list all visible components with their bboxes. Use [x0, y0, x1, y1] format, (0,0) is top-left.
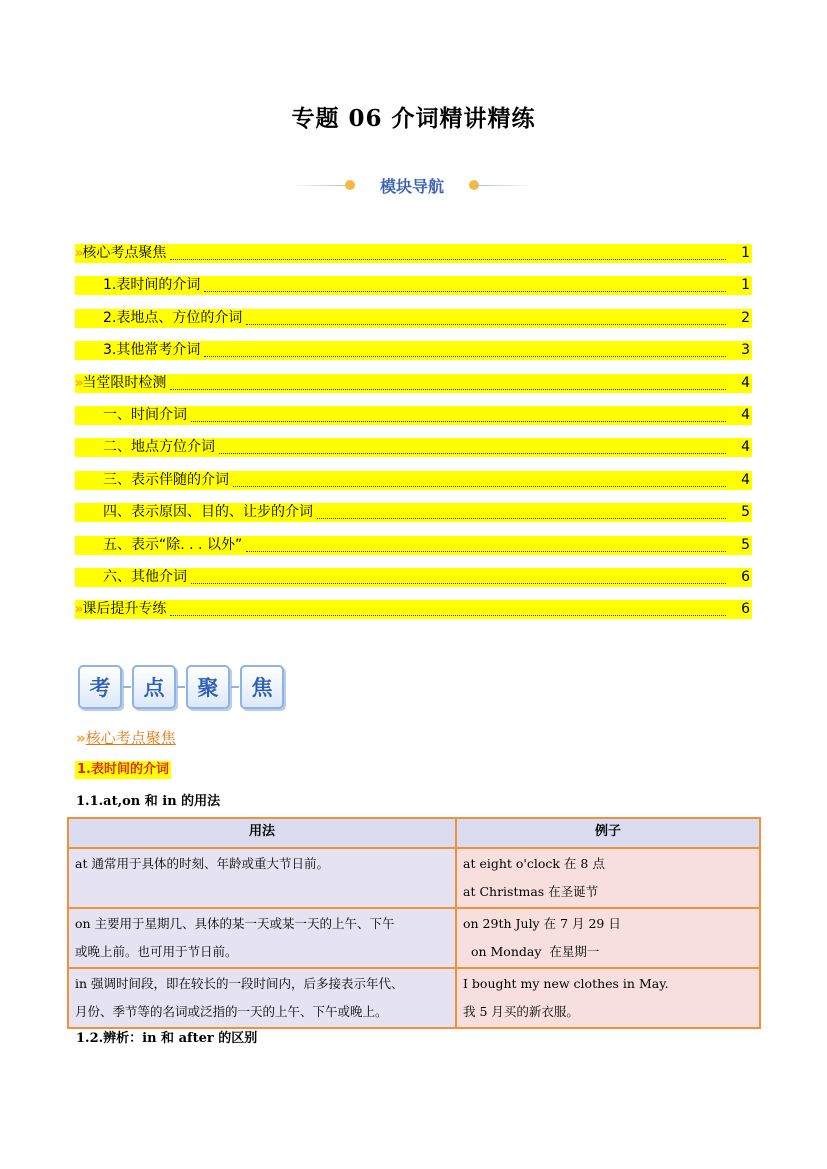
toc-item-label: 当堂限时检测 — [82, 374, 167, 391]
toc-item-label: 课后提升专练 — [82, 601, 167, 618]
double-chevron-icon: » — [76, 729, 83, 747]
table-of-contents — [75, 244, 752, 633]
toc-page-number: 5 — [741, 504, 750, 521]
toc-leader — [233, 474, 726, 487]
toc-item-label: 1.表时间的介词 — [103, 277, 201, 294]
toc-item-label: 四、表示原因、目的、让步的介词 — [103, 504, 313, 521]
badge-connector — [231, 686, 239, 688]
toc-leader — [170, 247, 726, 260]
toc-item-label: 六、其他介词 — [103, 568, 187, 585]
toc-page-number: 6 — [741, 601, 750, 618]
table-header-row — [68, 818, 760, 848]
cell-line: on Monday 在星期一 — [463, 944, 600, 959]
cell-line: 我 5 月买的新衣服。 — [463, 1004, 579, 1019]
badge-char: 焦 — [240, 665, 284, 709]
toc-leader — [219, 441, 726, 454]
toc-leader — [191, 409, 726, 422]
example-cell — [456, 908, 760, 968]
table-row — [68, 848, 760, 908]
toc-page-number: 4 — [741, 471, 750, 488]
badge-connector — [123, 686, 131, 688]
double-chevron-icon: » — [75, 602, 81, 618]
toc-item[interactable] — [75, 341, 752, 360]
toc-item[interactable] — [75, 471, 752, 490]
toc-item-label: 2.表地点、方位的介词 — [103, 309, 243, 326]
column-header-usage: 用法 — [68, 818, 456, 848]
cell-line: 月份、季节等的名词或泛指的一天的上午、下午或晚上。 — [75, 1004, 388, 1019]
toc-item[interactable] — [75, 244, 752, 263]
toc-leader — [204, 279, 726, 292]
double-chevron-icon: » — [75, 375, 81, 391]
subsection-heading-3: 1.2.辨析：in 和 after 的区别 — [76, 1031, 258, 1046]
toc-item-label: 一、时间介词 — [103, 406, 187, 423]
toc-leader — [246, 539, 726, 552]
toc-leader — [246, 312, 726, 325]
usage-table — [67, 817, 761, 1029]
badge-connector — [177, 686, 185, 688]
toc-page-number: 1 — [741, 245, 750, 261]
cell-line: 或晚上前。也可用于节日前。 — [75, 944, 238, 959]
double-chevron-icon: » — [75, 246, 81, 261]
toc-leader — [191, 571, 726, 584]
toc-page-number: 4 — [741, 439, 750, 456]
toc-item-label: 3.其他常考介词 — [103, 342, 201, 359]
toc-page-number: 1 — [741, 277, 750, 294]
toc-page-number: 5 — [741, 536, 750, 553]
usage-cell — [68, 968, 456, 1028]
toc-page-number: 4 — [741, 406, 750, 423]
toc-item[interactable] — [75, 406, 752, 425]
toc-leader — [317, 506, 726, 519]
section-heading-text: 核心考点聚焦 — [85, 729, 176, 747]
cell-line: on 主要用于星期几、具体的某一天或某一天的上午、下午 — [75, 916, 395, 931]
badge-char: 考 — [78, 665, 122, 709]
toc-item-label: 三、表示伴随的介词 — [103, 471, 229, 488]
table-row — [68, 908, 760, 968]
example-cell — [456, 968, 760, 1028]
toc-page-number: 3 — [741, 342, 750, 359]
toc-item[interactable] — [75, 568, 752, 587]
toc-item[interactable] — [75, 374, 752, 393]
section-heading[interactable] — [76, 727, 176, 748]
cell-line: at eight o'clock 在 8 点 — [463, 856, 605, 871]
usage-cell — [68, 848, 456, 908]
badge-char: 点 — [132, 665, 176, 709]
cell-line: in 强调时间段，即在较长的一段时间内，后多接表示年代、 — [75, 976, 404, 991]
toc-item[interactable] — [75, 600, 752, 619]
toc-item-label: 五、表示“除. . . 以外” — [103, 536, 243, 553]
toc-item[interactable] — [75, 438, 752, 457]
toc-item[interactable] — [75, 276, 752, 295]
toc-item[interactable] — [75, 536, 752, 555]
toc-item-label: 核心考点聚焦 — [82, 245, 167, 261]
module-nav-label: 模块导航 — [379, 177, 444, 196]
section-badge — [78, 664, 284, 710]
badge-char: 聚 — [186, 665, 230, 709]
toc-leader — [170, 603, 726, 616]
toc-item[interactable] — [75, 309, 752, 328]
cell-line: on 29th July 在 7 月 29 日 — [463, 916, 621, 931]
toc-leader — [204, 344, 726, 357]
usage-cell — [68, 908, 456, 968]
toc-page-number: 2 — [741, 309, 750, 326]
divider-right — [474, 185, 534, 186]
cell-line: at 通常用于具体的时刻、年龄或重大节日前。 — [75, 856, 329, 871]
table-row — [68, 968, 760, 1028]
cell-line: at Christmas 在圣诞节 — [463, 884, 599, 899]
toc-leader — [170, 377, 726, 390]
toc-item[interactable] — [75, 503, 752, 522]
toc-page-number: 6 — [741, 568, 750, 585]
subsection-heading-2: 1.1.at,on 和 in 的用法 — [76, 794, 221, 809]
example-cell — [456, 848, 760, 908]
toc-item-label: 二、地点方位介词 — [103, 439, 215, 456]
module-nav-banner — [282, 172, 542, 200]
subsection-heading: 1.表时间的介词 — [77, 762, 169, 777]
page-title: 专题 06 介词精讲精练 — [291, 105, 536, 132]
column-header-example: 例子 — [456, 818, 760, 848]
toc-page-number: 4 — [741, 374, 750, 391]
cell-line: I bought my new clothes in May. — [463, 976, 669, 991]
